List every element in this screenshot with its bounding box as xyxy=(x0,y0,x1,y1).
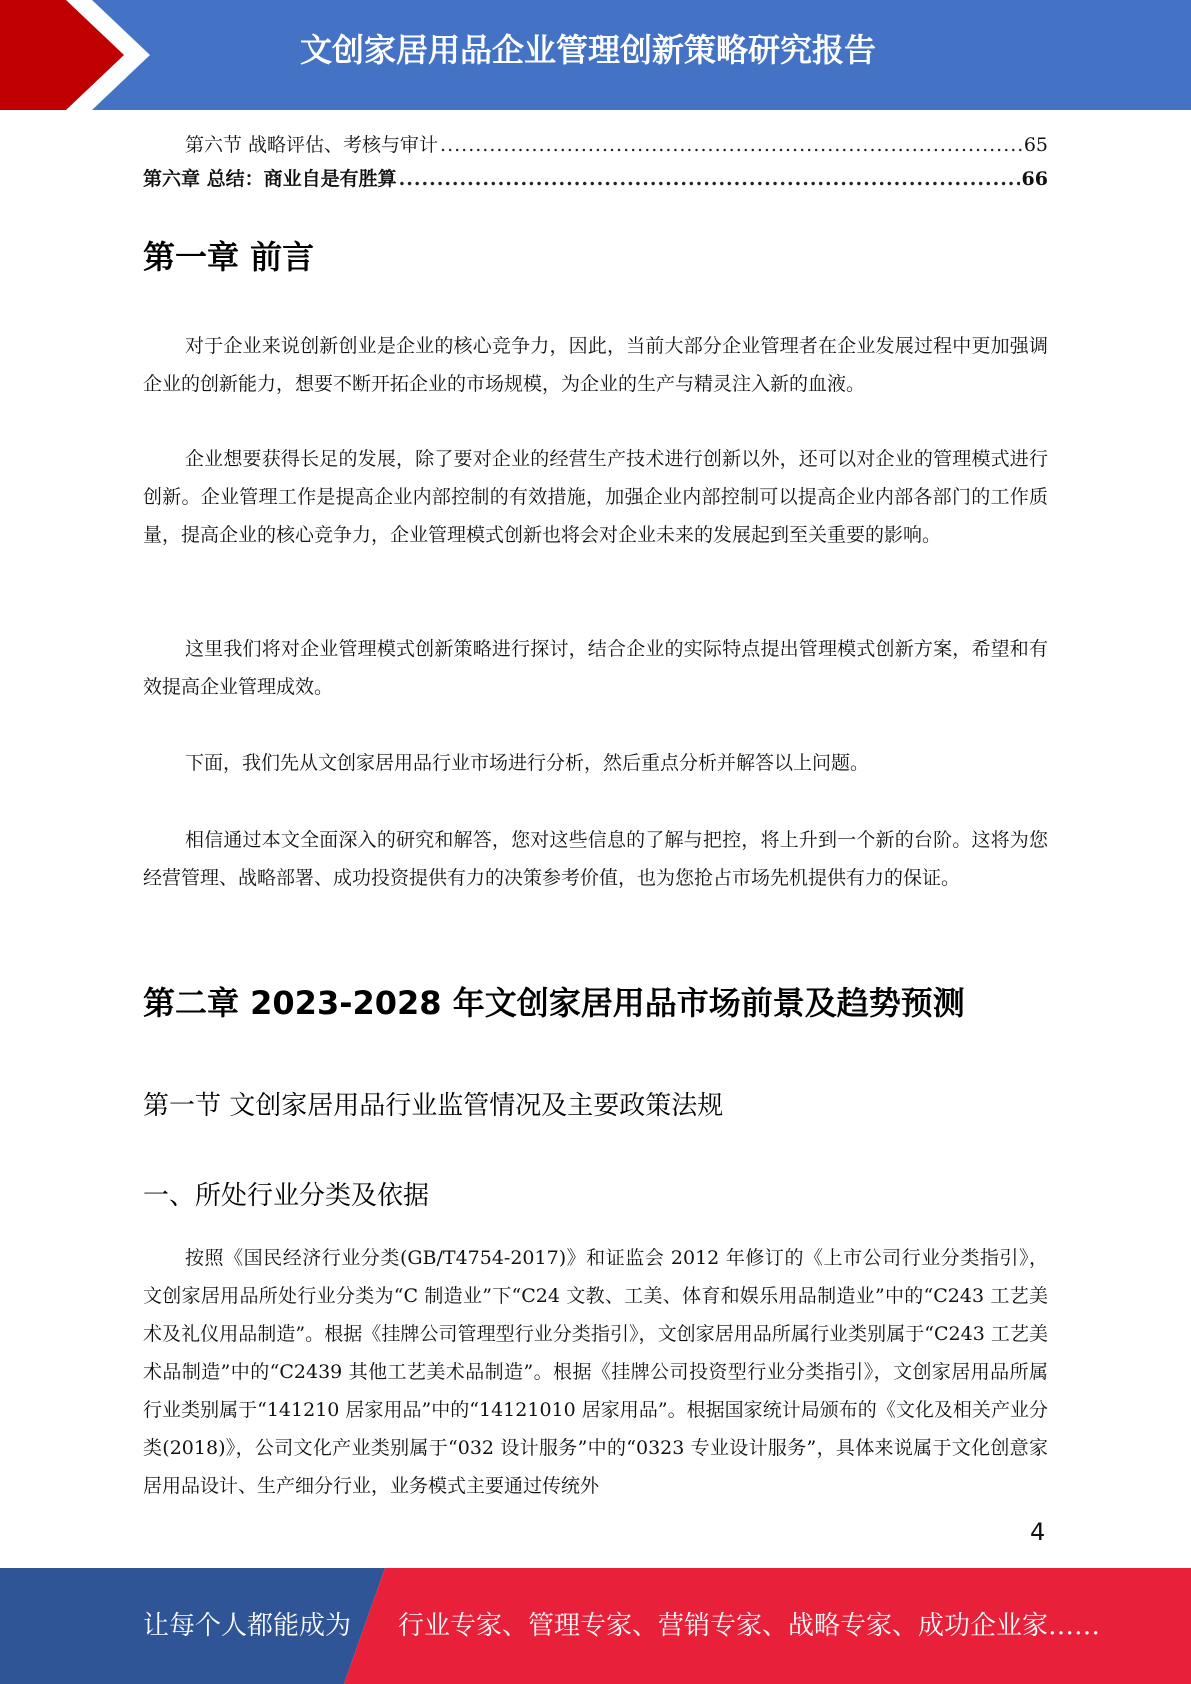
footer-band xyxy=(0,1568,1191,1684)
toc-entry-section6[interactable] xyxy=(143,130,1048,157)
toc-entry-page: 65 xyxy=(1023,134,1048,156)
chapter1-paragraph-3: 这里我们将对企业管理模式创新策略进行探讨，结合企业的实际特点提出管理模式创新方案，希望和有效提高企业管理成效。 xyxy=(143,638,1048,698)
header-arrow-decoration xyxy=(0,0,150,110)
footer-slogan-left: 让每个人都能成为 xyxy=(143,1611,352,1641)
chapter1-paragraph-5: 相信通过本文全面深入的研究和解答，您对这些信息的了解与把控，将上升到一个新的台阶。这将为您经营管理、战略部署、成功投资提供有力的决策参考价值，也为您抢占市场先机提供有力的保证。 xyxy=(143,829,1048,889)
toc-entry-label: 第六节 战略评估、考核与审计 xyxy=(185,134,439,156)
chapter2-heading: 第二章 2023-2028 年文创家居用品市场前景及趋势预测 xyxy=(143,984,965,1022)
header-band xyxy=(0,0,1191,110)
toc-leader-dots xyxy=(440,134,1022,156)
report-title: 文创家居用品企业管理创新策略研究报告 xyxy=(300,31,877,69)
section1-heading: 第一节 文创家居用品行业监管情况及主要政策法规 xyxy=(143,1091,724,1121)
subsection1-heading: 一、所处行业分类及依据 xyxy=(143,1181,430,1211)
toc-entry-page: 66 xyxy=(1021,168,1048,190)
chapter1-paragraph-2: 企业想要获得长足的发展，除了要对企业的经营生产技术进行创新以外，还可以对企业的管理模式进行创新。企业管理工作是提高企业内部控制的有效措施，加强企业内部控制可以提高企业内部各部门的工作质量，提高企业的核心竞争力，企业管理模式创新也将会对企业未来的发展起到至关重要的影响。 xyxy=(143,448,1048,546)
toc-leader-dots xyxy=(399,168,1020,190)
footer-slogan-right: 行业专家、管理专家、营销专家、战略专家、成功企业家…… xyxy=(398,1611,1101,1641)
chapter1-heading: 第一章 前言 xyxy=(143,238,315,276)
chapter2-paragraph-1: 按照《国民经济行业分类(GB/T4754-2017)》和证监会 2012 年修订的《上市公司行业分类指引》，文创家居用品所处行业分类为“C 制造业”下“C24 文教、工美、体育和娱乐用品制造业”中的“C243 工艺美术及礼仪用品制造”。根据《挂牌公司管理型行业分类指引》，文创家居用品所属行业类别属于“C243 工艺美术品制造”中的“C2439 其他工艺美术品制造”。根据《挂牌公司投资型行业分类指引》，文创家居用品所属行业类别属于“141210 居家用品”中的“14121010 居家用品”。根据国家统计局颁布的《文化及相关产业分类(2018)》，公司文化产业类别属于“032 设计服务”中的“0323 专业设计服务”，具体来说属于文化创意家居用品设计、生产细分行业，业务模式主要通过传统外 xyxy=(143,1247,1048,1497)
toc-entry-chapter6[interactable] xyxy=(143,164,1048,191)
page-number: 4 xyxy=(1030,1518,1046,1546)
chapter1-paragraph-1: 对于企业来说创新创业是企业的核心竞争力，因此，当前大部分企业管理者在企业发展过程中更加强调企业的创新能力，想要不断开拓企业的市场规模，为企业的生产与精灵注入新的血液。 xyxy=(143,335,1048,395)
toc-entry-label: 第六章 总结：商业自是有胜算 xyxy=(143,168,397,190)
chapter1-paragraph-4: 下面，我们先从文创家居用品行业市场进行分析，然后重点分析并解答以上问题。 xyxy=(185,752,870,774)
